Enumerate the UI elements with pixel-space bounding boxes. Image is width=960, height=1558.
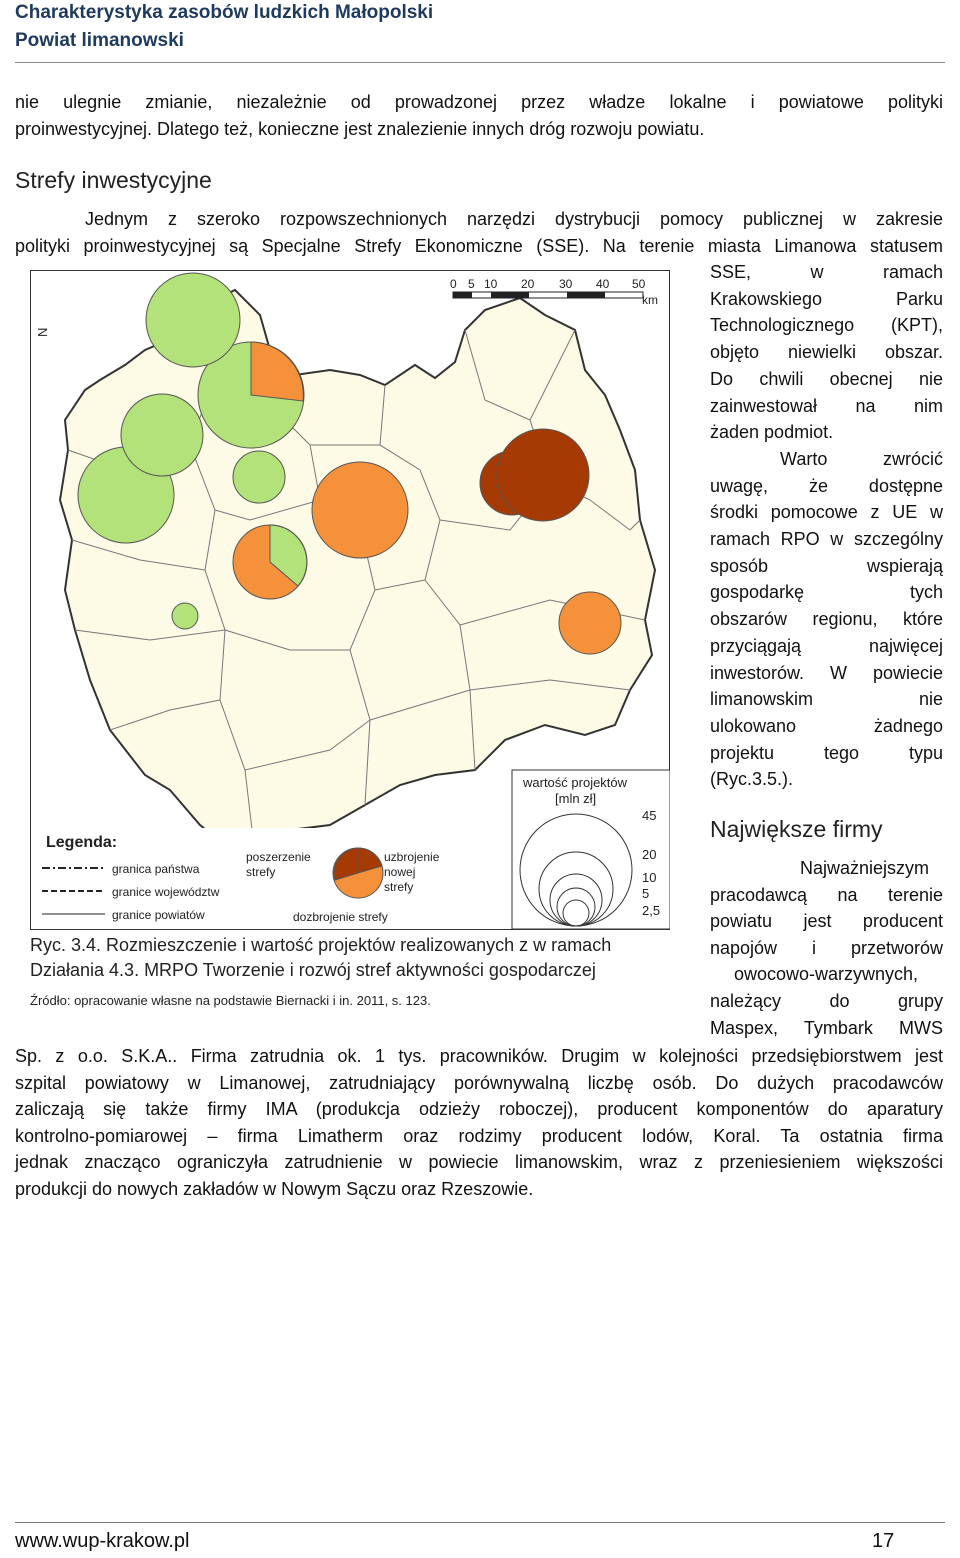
- text-line: Do chwili obecnej nie: [710, 368, 943, 389]
- text-line: napojów i przetworów: [710, 937, 943, 958]
- text-line: jednak znacząco ograniczyła zatrudnienie w powiecie limanowskim, wraz z przeniesieniem większości: [15, 1152, 943, 1172]
- scale-tick-label: 5: [468, 277, 475, 291]
- scale-unit-label: km: [642, 293, 658, 307]
- text-line: Technologicznego (KPT),: [710, 315, 943, 336]
- legend-pie-label: strefy: [384, 880, 414, 894]
- text-line: polityki proinwestycyjnej są Specjalne Strefy Ekonomiczne (SSE). Na terenie miasta Limanowa statusem: [15, 235, 943, 256]
- section-heading-strefy: Strefy inwestycyjne: [15, 167, 212, 193]
- header-divider: [15, 62, 945, 63]
- text-line: ramach RPO w szczególny: [710, 529, 943, 550]
- side-column-text-2: [710, 855, 943, 1041]
- text-line: żaden podmiot.: [710, 422, 834, 443]
- value-legend-unit: [mln zł]: [555, 791, 597, 806]
- paragraph-sse: [15, 206, 943, 259]
- text-line: Warto zwrócić: [780, 448, 943, 469]
- text-line: powiatu jest producent: [710, 911, 943, 932]
- text-line: proinwestycyjnej. Dlatego też, konieczne jest znalezienie innych dróg rozwoju powiatu.: [15, 118, 705, 139]
- text-line: limanowskim nie: [710, 689, 943, 710]
- scale-tick-label: 0: [450, 277, 457, 291]
- paragraph-firms: [15, 1043, 943, 1202]
- text-line: kontrolno-pomiarowej – firma Limatherm oraz rodzimy producent lodów, Koral. Ta ostatnia firma: [15, 1125, 943, 1146]
- legend-item-label: granice województw: [112, 885, 220, 899]
- text-line: pracodawcą na terenie: [710, 884, 943, 905]
- text-line: środki pomocowe z UE w: [710, 502, 943, 523]
- scale-tick-label: 10: [484, 277, 498, 291]
- text-line: uwagę, że dostępne: [710, 475, 943, 496]
- legend-title: Legenda:: [46, 834, 118, 851]
- value-level-label: 2,5: [642, 903, 661, 918]
- value-level-label: 20: [642, 847, 657, 862]
- map-legend: [32, 828, 510, 928]
- project-circle: [559, 592, 621, 654]
- text-line: SSE, w ramach: [710, 262, 943, 282]
- project-circle: [121, 394, 203, 476]
- legend-pie-label: poszerzenie: [246, 850, 311, 864]
- text-line: ulokowano żadnego: [710, 715, 943, 736]
- section-heading-firmy: Największe firmy: [710, 816, 883, 842]
- value-level-label: 5: [642, 886, 650, 901]
- paragraph-intro: [15, 89, 943, 142]
- text-line: szpital powiatowy w Limanowej, zatrudniający porównywalną liczbę osób. Do dużych pracodawców: [15, 1072, 943, 1093]
- text-line: przyciągają najwięcej: [710, 635, 943, 656]
- text-line: (Ryc.3.5.).: [710, 769, 794, 790]
- text-line: produkcji do nowych zakładów w Nowym Sączu oraz Rzeszowie.: [15, 1178, 534, 1199]
- project-circle: [172, 603, 198, 629]
- sse-projects-map: [30, 270, 670, 930]
- text-line: inwestorów. W powiecie: [710, 662, 943, 683]
- legend-item-label: granice powiatów: [112, 908, 205, 922]
- value-legend-title: wartość projektów: [523, 775, 628, 790]
- text-line: gospodarkę tych: [710, 582, 943, 603]
- scale-tick-label: 50: [632, 277, 646, 291]
- legend-pie-label: nowej: [384, 865, 416, 879]
- text-line: zainwestował na nim: [710, 395, 943, 416]
- value-level-label: 10: [642, 870, 657, 885]
- text-line: nie ulegnie zmianie, niezależnie od prowadzonej przez władze lokalne i powiatowe polityki: [15, 92, 943, 112]
- text-line: sposób wspierają: [710, 555, 943, 576]
- legend-item-label: granica państwa: [112, 862, 200, 876]
- page-number: 17: [872, 1530, 895, 1552]
- project-circle: [312, 462, 408, 558]
- text-line: objęto niewielki obszar.: [710, 342, 943, 363]
- project-circle: [233, 451, 285, 503]
- legend-pie-label: uzbrojenie: [384, 850, 440, 864]
- header-subtitle: Powiat limanowski: [15, 30, 184, 51]
- text-line: projektu tego typu: [710, 742, 943, 763]
- scale-tick-label: 40: [596, 277, 610, 291]
- text-line: Maspex, Tymbark MWS: [710, 1017, 943, 1038]
- legend-pie-label: strefy: [246, 865, 276, 879]
- text-line: zaliczają się także firmy IMA (produkcja odzieży roboczej), producent komponentów do aparatury: [15, 1099, 943, 1119]
- text-line: obszarów regionu, które: [710, 609, 943, 630]
- text-line: należący do grupy: [710, 990, 943, 1011]
- legend-pie: [333, 848, 383, 898]
- figure-source: Źródło: opracowanie własne na podstawie Biernacki i in. 2011, s. 123.: [30, 993, 431, 1008]
- text-line: Jednym z szeroko rozpowszechnionych narzędzi dystrybucji pomocy publicznej w zakresie: [85, 209, 943, 229]
- figure-caption: Działania 4.3. MRPO Tworzenie i rozwój stref aktywności gospodarczej: [30, 960, 596, 980]
- text-line: owocowo-warzywnych,: [734, 964, 919, 985]
- text-line: Krakowskiego Parku: [710, 288, 943, 309]
- footer-divider: [15, 1522, 945, 1523]
- scale-tick-label: 30: [559, 277, 573, 291]
- legend-pie-label: dozbrojenie strefy: [293, 910, 388, 924]
- scale-tick-label: 20: [521, 277, 535, 291]
- text-line: Sp. z o.o. S.K.A.. Firma zatrudnia ok. 1 tys. pracowników. Drugim w kolejności przedsiębiorstwem jest: [15, 1046, 943, 1066]
- side-column-text: [710, 259, 943, 793]
- header-title: Charakterystyka zasobów ludzkich Małopolski: [15, 2, 434, 23]
- value-level-label: 45: [642, 808, 657, 823]
- project-circle: [146, 273, 240, 367]
- figure-caption: Ryc. 3.4. Rozmieszczenie i wartość projektów realizowanych z w ramach: [30, 935, 612, 955]
- text-line: Najważniejszym: [800, 858, 930, 878]
- footer-url: www.wup-krakow.pl: [15, 1530, 190, 1552]
- project-circle: [497, 429, 589, 521]
- value-legend: [512, 770, 670, 929]
- north-arrow-label: N: [35, 327, 50, 337]
